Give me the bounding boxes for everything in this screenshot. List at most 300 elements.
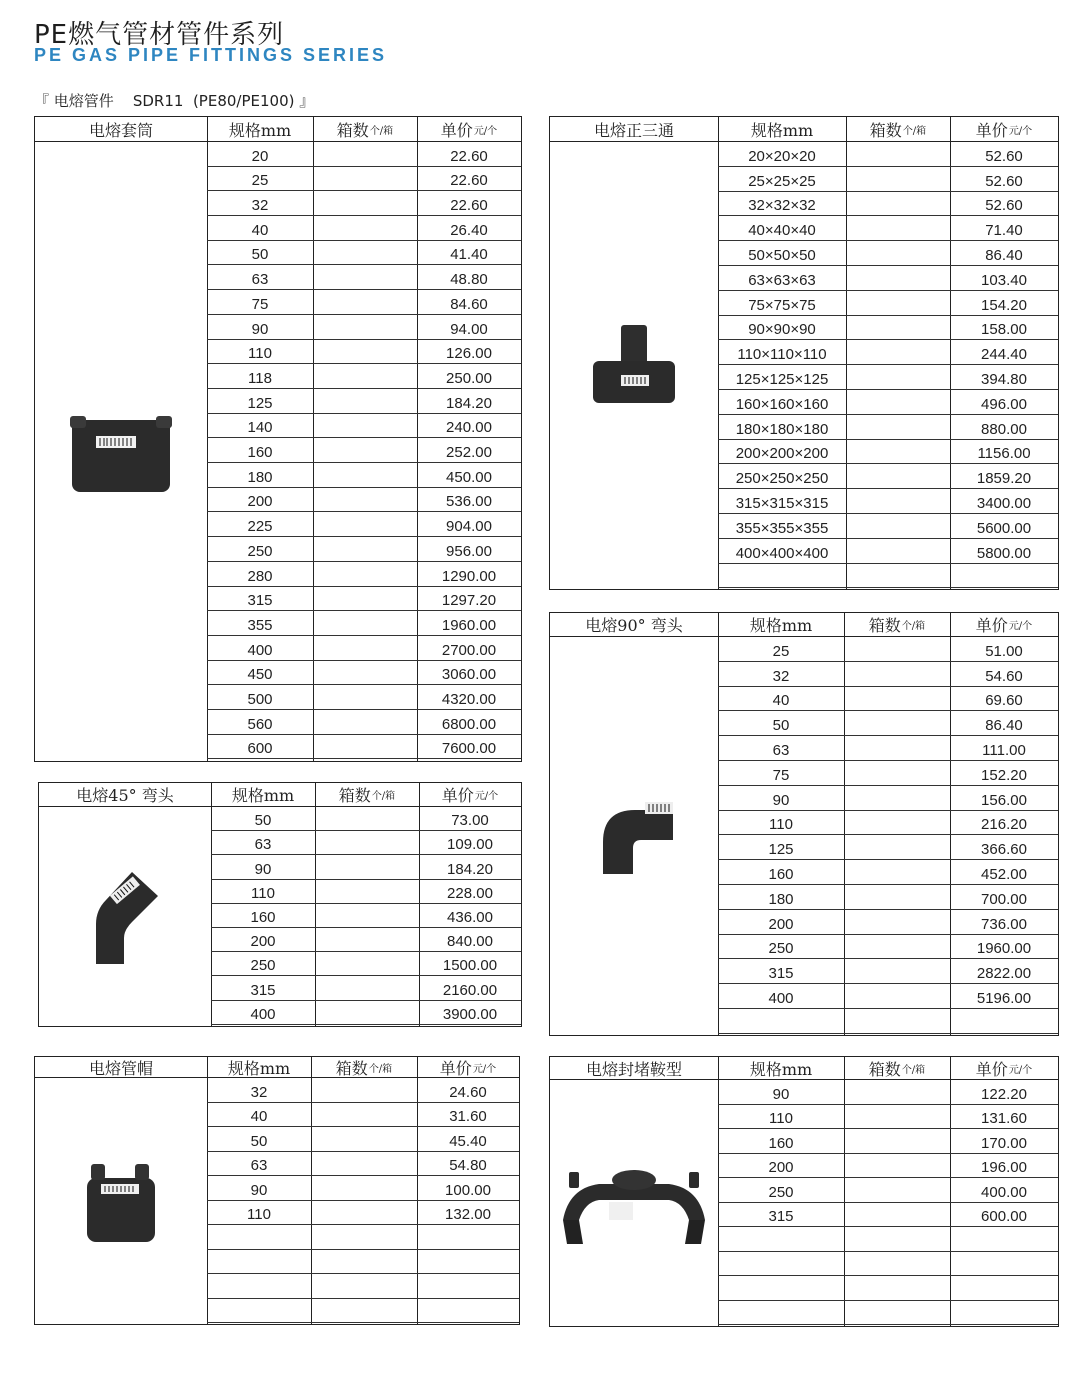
table-row	[718, 514, 1058, 539]
spec-cell: 25	[251, 172, 269, 190]
spec-cell: 40	[251, 221, 269, 239]
cap-box-header: 箱数 个/箱	[335, 1058, 393, 1078]
table-row	[718, 390, 1058, 415]
price-cell	[417, 1274, 519, 1298]
box-qty-cell	[846, 266, 950, 290]
price-cell	[950, 1227, 1058, 1251]
price-cell: 126.00	[446, 345, 492, 363]
price-cell: 228.00	[447, 884, 493, 902]
price-cell: 840.00	[447, 933, 493, 951]
box-qty-cell	[313, 142, 417, 166]
table-row	[718, 1276, 1058, 1301]
box-qty-cell	[313, 636, 417, 660]
table-row	[207, 1103, 519, 1128]
table-row	[718, 316, 1058, 341]
spec-cell: 400×400×400	[735, 544, 829, 562]
box-qty-cell	[313, 562, 417, 586]
box-qty-cell	[844, 1080, 950, 1104]
box-qty-cell	[313, 216, 417, 240]
box-qty-cell	[311, 1078, 417, 1102]
price-cell: 109.00	[447, 836, 493, 854]
table-row	[718, 637, 1058, 662]
spec-cell: 160×160×160	[735, 395, 829, 413]
spec-cell: 560	[247, 715, 273, 733]
spec-cell	[718, 564, 846, 588]
table-row	[207, 290, 521, 315]
table-row	[207, 438, 521, 463]
series-subtitle: 『 电熔管件 SDR11 (PE80/PE100) 』	[34, 92, 315, 110]
box-qty-cell	[313, 414, 417, 438]
spec-cell: 90	[772, 791, 790, 809]
spec-cell: 250×250×250	[735, 470, 829, 488]
box-qty-cell	[844, 1252, 950, 1276]
table-row	[718, 1227, 1058, 1252]
spec-cell: 32	[250, 1083, 268, 1101]
price-cell: 86.40	[985, 717, 1023, 735]
price-cell: 450.00	[446, 468, 492, 486]
spec-cell: 315×315×315	[735, 494, 829, 512]
elbow45-table	[38, 782, 522, 1027]
elbow90-product-image	[550, 637, 718, 1035]
table-row	[718, 1252, 1058, 1277]
box-qty-cell	[846, 539, 950, 563]
box-qty-cell	[844, 1154, 950, 1178]
table-row	[211, 855, 521, 879]
spec-cell: 75	[251, 295, 269, 313]
spec-cell: 110	[251, 884, 275, 902]
spec-cell: 160	[768, 1134, 794, 1152]
spec-cell: 20	[251, 147, 269, 165]
price-cell: 244.40	[981, 346, 1027, 364]
elbow90-product-name: 电熔90° 弯头	[585, 616, 683, 635]
box-qty-cell	[844, 1301, 950, 1325]
table-row	[207, 537, 521, 562]
spec-cell: 125×125×125	[735, 370, 829, 388]
table-row	[718, 687, 1058, 712]
spec-cell	[207, 1250, 311, 1274]
coupler-product-name: 电熔套筒	[88, 120, 153, 140]
box-qty-cell	[313, 167, 417, 191]
spec-cell: 400	[250, 1005, 276, 1023]
box-qty-cell	[846, 192, 950, 216]
box-qty-cell	[846, 142, 950, 166]
table-row	[718, 1105, 1058, 1130]
price-cell: 2822.00	[976, 965, 1032, 983]
spec-cell: 140	[247, 419, 273, 437]
spec-cell: 50	[254, 812, 272, 830]
table-row	[718, 786, 1058, 811]
price-cell: 154.20	[981, 296, 1027, 314]
table-row	[718, 910, 1058, 935]
spec-cell	[718, 1009, 844, 1033]
price-cell: 52.60	[985, 147, 1023, 165]
box-qty-cell	[313, 513, 417, 537]
table-row	[718, 662, 1058, 687]
spec-cell	[207, 1299, 311, 1323]
spec-cell: 180×180×180	[735, 420, 829, 438]
table-row	[207, 1250, 519, 1275]
price-cell: 26.40	[450, 221, 488, 239]
price-cell: 170.00	[981, 1134, 1027, 1152]
box-qty-cell	[311, 1299, 417, 1323]
coupler-product-image	[35, 142, 207, 761]
table-row	[718, 340, 1058, 365]
price-cell: 1960.00	[976, 940, 1032, 958]
price-cell: 5196.00	[976, 989, 1032, 1007]
box-qty-cell	[846, 440, 950, 464]
spec-cell: 110	[247, 1206, 271, 1223]
table-row	[207, 216, 521, 241]
table-row	[718, 266, 1058, 291]
table-row	[718, 192, 1058, 217]
table-row	[718, 736, 1058, 761]
spec-cell: 90	[250, 1181, 268, 1199]
spec-cell: 75	[772, 766, 790, 784]
table-row	[211, 1001, 521, 1025]
table-row	[207, 241, 521, 266]
spec-cell	[718, 1276, 844, 1300]
spec-cell: 250	[247, 542, 273, 560]
spec-cell: 180	[768, 890, 794, 908]
elbow90-table	[549, 612, 1059, 1036]
price-cell: 131.60	[981, 1110, 1027, 1127]
spec-cell: 250	[250, 957, 276, 975]
box-qty-cell	[315, 831, 419, 854]
box-qty-cell	[313, 488, 417, 512]
box-qty-cell	[844, 860, 950, 884]
table-row	[211, 807, 521, 831]
price-cell: 52.60	[985, 172, 1023, 190]
spec-cell: 160	[250, 908, 276, 926]
price-cell: 94.00	[450, 320, 488, 338]
price-cell: 158.00	[981, 321, 1027, 339]
box-qty-cell	[844, 1009, 950, 1033]
box-qty-cell	[313, 611, 417, 635]
spec-cell	[718, 1252, 844, 1276]
price-cell: 54.80	[449, 1157, 487, 1174]
box-qty-cell	[315, 855, 419, 878]
price-cell: 956.00	[446, 542, 492, 560]
saddle-table	[549, 1056, 1059, 1327]
box-qty-cell	[846, 216, 950, 240]
page-title-english: PE GAS PIPE FITTINGS SERIES	[34, 45, 388, 65]
price-cell: 4320.00	[441, 691, 497, 709]
price-cell: 84.60	[450, 295, 488, 313]
box-qty-cell	[846, 514, 950, 538]
table-row	[718, 167, 1058, 192]
price-cell: 904.00	[446, 518, 492, 536]
spec-cell: 315	[247, 592, 273, 610]
spec-cell: 63×63×63	[748, 271, 816, 289]
spec-cell: 110	[248, 345, 272, 363]
spec-cell: 63	[254, 836, 272, 854]
table-row	[207, 1201, 519, 1226]
spec-cell: 110×110×110	[737, 346, 827, 364]
table-row	[207, 142, 521, 167]
box-qty-cell	[846, 241, 950, 265]
box-qty-cell	[846, 340, 950, 364]
spec-cell: 200	[247, 493, 273, 511]
price-cell: 7600.00	[441, 740, 497, 758]
box-qty-cell	[313, 290, 417, 314]
table-row	[207, 685, 521, 710]
price-cell	[950, 564, 1058, 588]
table-row	[718, 1301, 1058, 1326]
elbow45-box-header: 箱数 个/箱	[338, 786, 396, 805]
price-cell: 2160.00	[442, 981, 498, 999]
table-row	[718, 539, 1058, 564]
table-row	[718, 489, 1058, 514]
spec-cell: 355×355×355	[735, 519, 829, 537]
box-qty-cell	[311, 1176, 417, 1200]
table-row	[207, 340, 521, 365]
table-row	[718, 835, 1058, 860]
spec-cell: 40×40×40	[748, 222, 816, 240]
price-cell: 22.60	[450, 172, 488, 190]
box-qty-cell	[313, 661, 417, 685]
spec-cell: 20×20×20	[748, 147, 816, 165]
box-qty-cell	[844, 835, 950, 859]
price-cell: 600.00	[981, 1208, 1027, 1225]
box-qty-cell	[313, 364, 417, 388]
box-qty-cell	[311, 1127, 417, 1151]
box-qty-cell	[315, 880, 419, 903]
box-qty-cell	[844, 687, 950, 711]
box-qty-cell	[844, 885, 950, 909]
spec-cell: 225	[247, 518, 273, 536]
spec-cell: 280	[247, 567, 273, 585]
box-qty-cell	[846, 167, 950, 191]
price-cell: 1500.00	[442, 957, 498, 975]
spec-cell: 450	[247, 666, 273, 684]
cap-table	[34, 1056, 520, 1325]
box-qty-cell	[313, 315, 417, 339]
box-qty-cell	[315, 928, 419, 951]
box-qty-cell	[313, 537, 417, 561]
box-qty-cell	[846, 489, 950, 513]
spec-cell: 200	[768, 915, 794, 933]
table-row	[718, 142, 1058, 167]
spec-cell	[207, 1274, 311, 1298]
price-cell: 366.60	[981, 841, 1027, 859]
spec-cell: 50×50×50	[748, 246, 816, 264]
elbow90-price-header: 单价 元/个	[975, 616, 1033, 635]
spec-cell: 40	[772, 692, 790, 710]
spec-cell: 315	[768, 965, 794, 983]
box-qty-cell	[844, 959, 950, 983]
price-cell: 1297.20	[441, 592, 497, 610]
box-qty-cell	[844, 1276, 950, 1300]
spec-cell	[718, 1227, 844, 1251]
box-qty-cell	[844, 786, 950, 810]
saddle-box-header: 箱数 个/箱	[868, 1059, 926, 1079]
price-cell: 400.00	[981, 1183, 1027, 1201]
box-qty-cell	[844, 761, 950, 785]
price-cell: 24.60	[449, 1083, 487, 1101]
price-cell: 111.00	[982, 741, 1026, 759]
table-row	[207, 191, 521, 216]
price-cell: 452.00	[981, 865, 1027, 883]
table-row	[207, 661, 521, 686]
table-row	[718, 1154, 1058, 1179]
box-qty-cell	[315, 1001, 419, 1024]
spec-cell: 110	[769, 1110, 793, 1127]
spec-cell: 200	[768, 1159, 794, 1176]
price-cell: 22.60	[450, 197, 488, 215]
table-row	[207, 266, 521, 291]
spec-cell: 110	[769, 816, 793, 834]
spec-cell: 125	[247, 394, 273, 412]
price-cell	[417, 1225, 519, 1249]
price-cell: 54.60	[985, 667, 1023, 685]
price-cell	[417, 1250, 519, 1274]
table-row	[207, 167, 521, 192]
spec-cell: 250	[768, 1183, 794, 1201]
table-row	[718, 564, 1058, 589]
table-row	[207, 735, 521, 760]
tee-box-header: 箱数 个/箱	[869, 120, 927, 140]
table-row	[718, 811, 1058, 836]
price-cell: 31.60	[449, 1108, 487, 1125]
box-qty-cell	[844, 662, 950, 686]
box-qty-cell	[844, 736, 950, 760]
spec-cell: 32	[251, 197, 269, 215]
spec-cell: 200×200×200	[735, 445, 829, 463]
price-cell: 216.20	[981, 816, 1027, 834]
box-qty-cell	[313, 191, 417, 215]
table-row	[718, 216, 1058, 241]
table-row	[207, 414, 521, 439]
price-cell: 252.00	[446, 444, 492, 462]
price-cell: 394.80	[981, 370, 1027, 388]
price-cell	[417, 1299, 519, 1323]
spec-cell: 50	[251, 246, 269, 264]
saddle-price-header: 单价 元/个	[975, 1059, 1033, 1079]
table-row	[718, 935, 1058, 960]
spec-cell: 25×25×25	[748, 172, 816, 190]
cap-product-name: 电熔管帽	[88, 1058, 153, 1078]
spec-cell	[207, 1225, 311, 1249]
cap-product-image	[35, 1078, 207, 1324]
spec-cell: 400	[247, 641, 273, 659]
spec-cell: 160	[247, 444, 273, 462]
page-title: PE燃气管材管件系列	[34, 20, 285, 50]
table-row	[718, 291, 1058, 316]
price-cell: 132.00	[445, 1206, 491, 1223]
table-row	[211, 880, 521, 904]
price-cell: 5600.00	[976, 519, 1032, 537]
table-row	[207, 1078, 519, 1103]
table-row	[211, 904, 521, 928]
saddle-product-image	[550, 1080, 718, 1326]
cap-price-header: 单价 元/个	[439, 1058, 497, 1078]
box-qty-cell	[311, 1225, 417, 1249]
price-cell: 103.40	[981, 271, 1027, 289]
price-cell: 3060.00	[441, 666, 497, 684]
price-cell: 69.60	[985, 692, 1023, 710]
box-qty-cell	[844, 811, 950, 835]
table-row	[718, 761, 1058, 786]
box-qty-cell	[313, 685, 417, 709]
price-cell: 45.40	[449, 1132, 487, 1150]
spec-cell: 315	[768, 1208, 794, 1225]
price-cell	[950, 1301, 1058, 1325]
spec-cell: 250	[768, 940, 794, 958]
box-qty-cell	[311, 1250, 417, 1274]
table-row	[207, 463, 521, 488]
spec-cell: 600	[247, 740, 273, 758]
box-qty-cell	[846, 415, 950, 439]
elbow90-spec-header: 规格mm	[749, 616, 813, 635]
elbow45-product-image	[39, 807, 211, 1026]
table-row	[207, 364, 521, 389]
box-qty-cell	[311, 1103, 417, 1127]
box-qty-cell	[313, 463, 417, 487]
price-cell: 52.60	[985, 197, 1023, 215]
table-row	[718, 365, 1058, 390]
price-cell: 3400.00	[976, 494, 1032, 512]
box-qty-cell	[844, 910, 950, 934]
elbow45-price-header: 单价 元/个	[441, 786, 499, 805]
tee-price-header: 单价 元/个	[975, 120, 1033, 140]
table-row	[211, 952, 521, 976]
price-cell: 536.00	[446, 493, 492, 511]
price-cell: 196.00	[981, 1159, 1027, 1176]
box-qty-cell	[313, 241, 417, 265]
price-cell: 22.60	[450, 147, 488, 165]
table-row	[718, 711, 1058, 736]
table-row	[207, 513, 521, 538]
price-cell: 1960.00	[441, 616, 497, 634]
box-qty-cell	[313, 438, 417, 462]
price-cell: 496.00	[981, 395, 1027, 413]
table-row	[207, 1152, 519, 1177]
table-row	[718, 959, 1058, 984]
table-row	[718, 1203, 1058, 1228]
spec-cell: 90	[254, 860, 272, 878]
box-qty-cell	[313, 710, 417, 734]
table-row	[718, 241, 1058, 266]
table-row	[207, 315, 521, 340]
spec-cell: 50	[772, 717, 790, 735]
price-cell: 51.00	[985, 642, 1023, 660]
table-row	[718, 415, 1058, 440]
price-cell: 700.00	[981, 890, 1027, 908]
table-row	[207, 389, 521, 414]
spec-cell: 63	[772, 741, 790, 759]
box-qty-cell	[311, 1274, 417, 1298]
spec-cell: 118	[248, 369, 272, 387]
price-cell: 240.00	[446, 419, 492, 437]
price-cell: 1156.00	[977, 445, 1031, 463]
price-cell: 436.00	[447, 908, 493, 926]
spec-cell: 25	[772, 642, 790, 660]
elbow45-product-name: 电熔45° 弯头	[76, 786, 174, 805]
tee-product-name: 电熔正三通	[593, 120, 674, 140]
price-cell: 122.20	[981, 1085, 1027, 1103]
box-qty-cell	[846, 365, 950, 389]
saddle-product-name: 电熔封堵鞍型	[585, 1059, 682, 1079]
box-qty-cell	[844, 711, 950, 735]
price-cell	[950, 1276, 1058, 1300]
coupler-price-header: 单价 元/个	[440, 120, 498, 140]
box-qty-cell	[313, 587, 417, 611]
spec-cell: 90	[251, 320, 269, 338]
table-row	[207, 1299, 519, 1324]
box-qty-cell	[311, 1201, 417, 1225]
box-qty-cell	[846, 291, 950, 315]
price-cell: 86.40	[985, 246, 1023, 264]
